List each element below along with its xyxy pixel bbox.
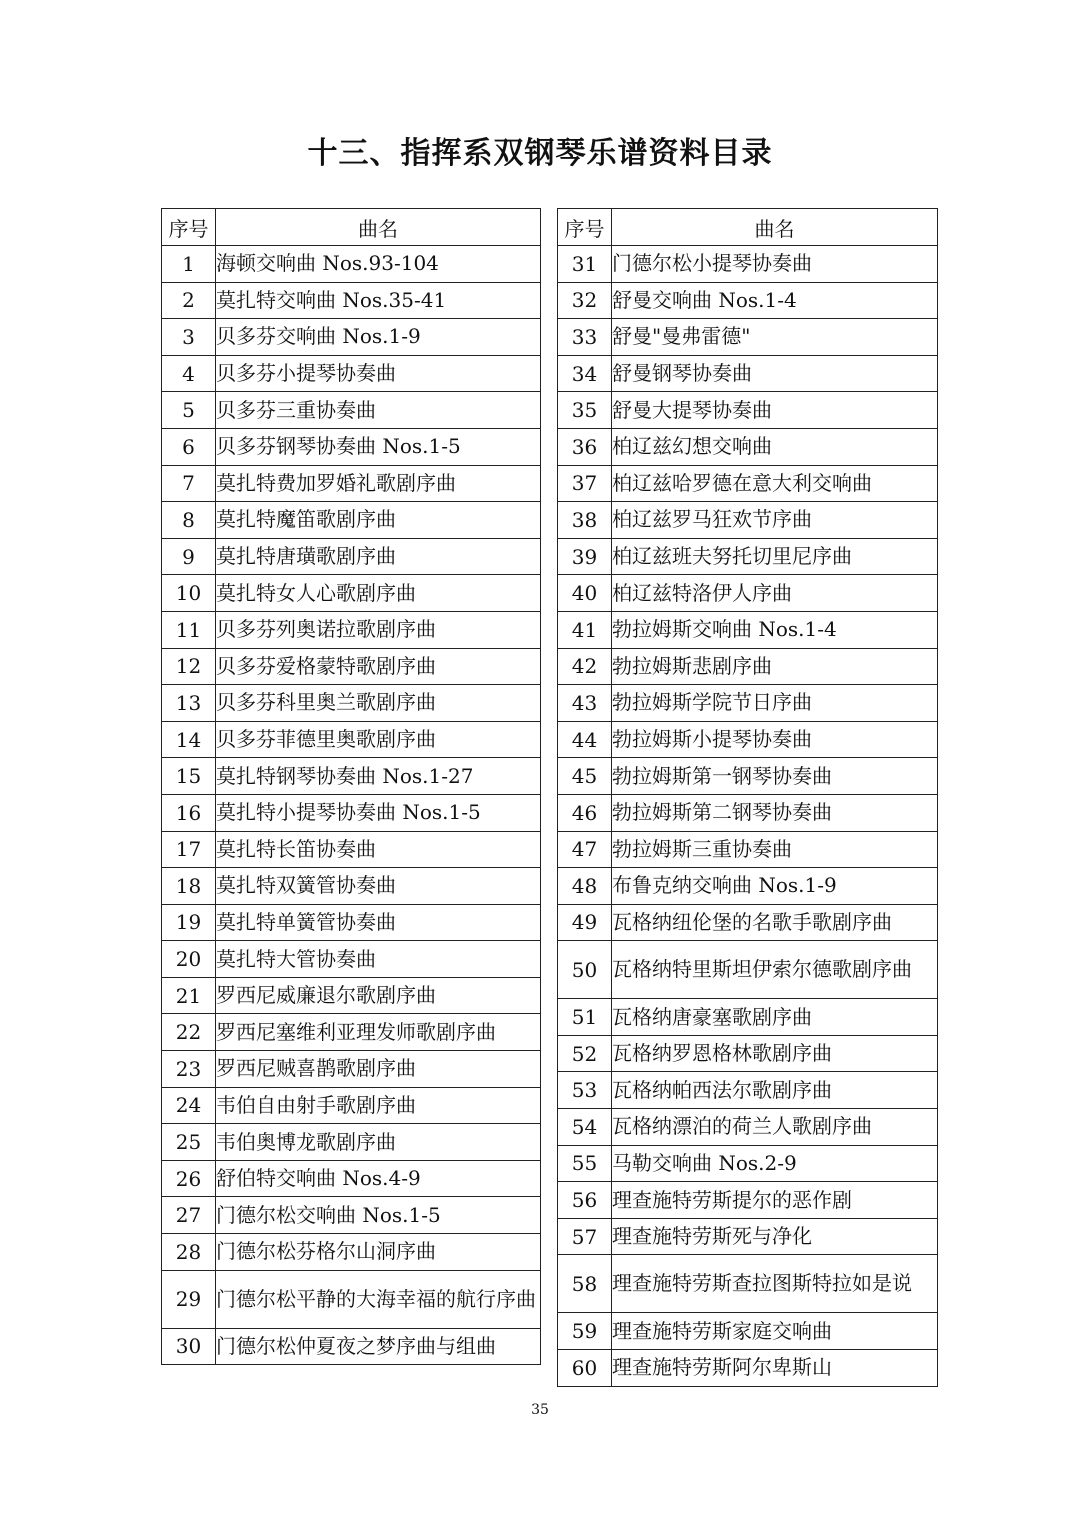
row-title: 马勒交响曲 Nos.2-9 xyxy=(612,1145,938,1182)
row-title: 瓦格纳罗恩格林歌剧序曲 xyxy=(612,1035,938,1072)
row-number: 47 xyxy=(558,831,612,868)
table-row xyxy=(162,1328,541,1365)
table-row xyxy=(162,868,541,905)
row-title: 莫扎特费加罗婚礼歌剧序曲 xyxy=(216,465,541,502)
table-row xyxy=(558,831,938,868)
header-title: 曲名 xyxy=(216,209,541,246)
table-row xyxy=(162,648,541,685)
row-title: 莫扎特小提琴协奏曲 Nos.1-5 xyxy=(216,794,541,831)
table-row xyxy=(162,721,541,758)
row-title: 舒曼交响曲 Nos.1-4 xyxy=(612,282,938,319)
row-title: 理查施特劳斯提尔的恶作剧 xyxy=(612,1182,938,1219)
row-title: 勃拉姆斯悲剧序曲 xyxy=(612,648,938,685)
row-number: 12 xyxy=(162,648,216,685)
row-number: 5 xyxy=(162,392,216,429)
row-title: 舒曼钢琴协奏曲 xyxy=(612,355,938,392)
row-number: 40 xyxy=(558,575,612,612)
table-row xyxy=(162,428,541,465)
row-number: 45 xyxy=(558,758,612,795)
table-row xyxy=(558,465,938,502)
table-row xyxy=(162,1087,541,1124)
row-number: 54 xyxy=(558,1109,612,1146)
table-row xyxy=(162,465,541,502)
table-row xyxy=(558,502,938,539)
row-number: 7 xyxy=(162,465,216,502)
row-number: 29 xyxy=(162,1270,216,1328)
row-title: 理查施特劳斯死与净化 xyxy=(612,1218,938,1255)
table-row xyxy=(162,904,541,941)
table-row xyxy=(162,1197,541,1234)
header-title: 曲名 xyxy=(612,209,938,246)
row-number: 50 xyxy=(558,941,612,999)
row-title: 莫扎特单簧管协奏曲 xyxy=(216,904,541,941)
table-row xyxy=(162,502,541,539)
row-number: 6 xyxy=(162,428,216,465)
table-row xyxy=(558,319,938,356)
row-number: 37 xyxy=(558,465,612,502)
table-row xyxy=(558,685,938,722)
table-body-left xyxy=(162,246,541,1365)
row-title: 门德尔松芬格尔山洞序曲 xyxy=(216,1234,541,1271)
row-title: 舒曼大提琴协奏曲 xyxy=(612,392,938,429)
row-number: 26 xyxy=(162,1160,216,1197)
row-number: 16 xyxy=(162,794,216,831)
table-row xyxy=(558,355,938,392)
table-row xyxy=(162,1124,541,1161)
table-row xyxy=(162,1051,541,1088)
row-number: 17 xyxy=(162,831,216,868)
table-row xyxy=(162,392,541,429)
row-title: 韦伯奥博龙歌剧序曲 xyxy=(216,1124,541,1161)
row-number: 52 xyxy=(558,1035,612,1072)
row-number: 22 xyxy=(162,1014,216,1051)
table-row xyxy=(558,1218,938,1255)
row-number: 38 xyxy=(558,502,612,539)
table-row xyxy=(558,428,938,465)
table-header-row xyxy=(558,209,938,246)
row-title: 门德尔松小提琴协奏曲 xyxy=(612,246,938,283)
table-row xyxy=(162,794,541,831)
row-number: 8 xyxy=(162,502,216,539)
row-title: 勃拉姆斯小提琴协奏曲 xyxy=(612,721,938,758)
row-title: 勃拉姆斯学院节日序曲 xyxy=(612,685,938,722)
table-row xyxy=(162,355,541,392)
row-title: 莫扎特钢琴协奏曲 Nos.1-27 xyxy=(216,758,541,795)
row-title: 布鲁克纳交响曲 Nos.1-9 xyxy=(612,868,938,905)
table-row xyxy=(162,246,541,283)
row-title: 韦伯自由射手歌剧序曲 xyxy=(216,1087,541,1124)
row-number: 60 xyxy=(558,1350,612,1387)
row-title: 瓦格纳特里斯坦伊索尔德歌剧序曲 xyxy=(612,941,938,999)
row-number: 57 xyxy=(558,1218,612,1255)
table-row xyxy=(558,392,938,429)
row-title: 贝多芬爱格蒙特歌剧序曲 xyxy=(216,648,541,685)
row-number: 15 xyxy=(162,758,216,795)
table-row xyxy=(558,575,938,612)
row-number: 35 xyxy=(558,392,612,429)
row-number: 23 xyxy=(162,1051,216,1088)
row-number: 4 xyxy=(162,355,216,392)
row-title: 舒曼"曼弗雷德" xyxy=(612,319,938,356)
table-row xyxy=(558,611,938,648)
row-number: 3 xyxy=(162,319,216,356)
table-row xyxy=(162,1014,541,1051)
table-row xyxy=(558,538,938,575)
row-title: 贝多芬小提琴协奏曲 xyxy=(216,355,541,392)
table-row xyxy=(558,1313,938,1350)
page-number: 35 xyxy=(531,1402,549,1418)
table-row xyxy=(162,685,541,722)
table-row xyxy=(558,1072,938,1109)
row-title: 莫扎特双簧管协奏曲 xyxy=(216,868,541,905)
row-number: 44 xyxy=(558,721,612,758)
row-title: 贝多芬菲德里奥歌剧序曲 xyxy=(216,721,541,758)
row-number: 13 xyxy=(162,685,216,722)
row-title: 柏辽兹班夫努托切里尼序曲 xyxy=(612,538,938,575)
row-number: 36 xyxy=(558,428,612,465)
table-row xyxy=(558,999,938,1036)
row-number: 21 xyxy=(162,977,216,1014)
table-row xyxy=(558,1035,938,1072)
table-body-right xyxy=(558,246,938,1387)
row-number: 39 xyxy=(558,538,612,575)
table-row xyxy=(162,1270,541,1328)
row-title: 莫扎特唐璜歌剧序曲 xyxy=(216,538,541,575)
header-number: 序号 xyxy=(162,209,216,246)
row-title: 门德尔松仲夏夜之梦序曲与组曲 xyxy=(216,1328,541,1365)
row-number: 48 xyxy=(558,868,612,905)
catalog-table-right xyxy=(557,208,938,1387)
row-number: 10 xyxy=(162,575,216,612)
row-title: 理查施特劳斯家庭交响曲 xyxy=(612,1313,938,1350)
row-number: 49 xyxy=(558,904,612,941)
table-row xyxy=(558,1182,938,1219)
table-row xyxy=(162,977,541,1014)
row-title: 罗西尼塞维利亚理发师歌剧序曲 xyxy=(216,1014,541,1051)
row-number: 19 xyxy=(162,904,216,941)
table-row xyxy=(558,246,938,283)
table-header-row xyxy=(162,209,541,246)
row-number: 58 xyxy=(558,1255,612,1313)
header-number: 序号 xyxy=(558,209,612,246)
row-title: 瓦格纳帕西法尔歌剧序曲 xyxy=(612,1072,938,1109)
row-title: 理查施特劳斯阿尔卑斯山 xyxy=(612,1350,938,1387)
row-title: 贝多芬列奥诺拉歌剧序曲 xyxy=(216,611,541,648)
table-row xyxy=(558,794,938,831)
row-title: 罗西尼贼喜鹊歌剧序曲 xyxy=(216,1051,541,1088)
table-row xyxy=(162,1160,541,1197)
row-title: 贝多芬科里奥兰歌剧序曲 xyxy=(216,685,541,722)
row-title: 瓦格纳漂泊的荷兰人歌剧序曲 xyxy=(612,1109,938,1146)
row-title: 门德尔松平静的大海幸福的航行序曲 xyxy=(216,1270,541,1328)
table-row xyxy=(162,575,541,612)
row-number: 28 xyxy=(162,1234,216,1271)
row-number: 31 xyxy=(558,246,612,283)
row-title: 瓦格纳纽伦堡的名歌手歌剧序曲 xyxy=(612,904,938,941)
row-number: 34 xyxy=(558,355,612,392)
row-title: 莫扎特大管协奏曲 xyxy=(216,941,541,978)
row-title: 莫扎特交响曲 Nos.35-41 xyxy=(216,282,541,319)
table-row xyxy=(558,282,938,319)
row-number: 46 xyxy=(558,794,612,831)
row-title: 门德尔松交响曲 Nos.1-5 xyxy=(216,1197,541,1234)
table-row xyxy=(558,904,938,941)
table-row xyxy=(162,941,541,978)
row-title: 勃拉姆斯三重协奏曲 xyxy=(612,831,938,868)
row-title: 贝多芬三重协奏曲 xyxy=(216,392,541,429)
row-title: 勃拉姆斯交响曲 Nos.1-4 xyxy=(612,611,938,648)
row-title: 理查施特劳斯查拉图斯特拉如是说 xyxy=(612,1255,938,1313)
row-number: 56 xyxy=(558,1182,612,1219)
row-number: 42 xyxy=(558,648,612,685)
page-title: 十三、指挥系双钢琴乐谱资料目录 xyxy=(307,136,773,171)
row-number: 18 xyxy=(162,868,216,905)
row-title: 罗西尼威廉退尔歌剧序曲 xyxy=(216,977,541,1014)
table-row xyxy=(162,758,541,795)
table-row xyxy=(558,1350,938,1387)
row-number: 2 xyxy=(162,282,216,319)
table-row xyxy=(558,721,938,758)
row-title: 莫扎特女人心歌剧序曲 xyxy=(216,575,541,612)
row-title: 勃拉姆斯第一钢琴协奏曲 xyxy=(612,758,938,795)
row-title: 莫扎特长笛协奏曲 xyxy=(216,831,541,868)
row-number: 53 xyxy=(558,1072,612,1109)
table-row xyxy=(162,282,541,319)
row-number: 9 xyxy=(162,538,216,575)
row-number: 32 xyxy=(558,282,612,319)
table-row xyxy=(558,868,938,905)
row-number: 14 xyxy=(162,721,216,758)
row-number: 20 xyxy=(162,941,216,978)
row-title: 勃拉姆斯第二钢琴协奏曲 xyxy=(612,794,938,831)
row-title: 贝多芬钢琴协奏曲 Nos.1-5 xyxy=(216,428,541,465)
row-number: 27 xyxy=(162,1197,216,1234)
row-number: 1 xyxy=(162,246,216,283)
row-number: 55 xyxy=(558,1145,612,1182)
table-row xyxy=(162,831,541,868)
row-number: 30 xyxy=(162,1328,216,1365)
table-row xyxy=(162,1234,541,1271)
catalog-table-left xyxy=(161,208,541,1365)
row-number: 59 xyxy=(558,1313,612,1350)
row-title: 舒伯特交响曲 Nos.4-9 xyxy=(216,1160,541,1197)
table-row xyxy=(558,1145,938,1182)
row-title: 瓦格纳唐豪塞歌剧序曲 xyxy=(612,999,938,1036)
table-row xyxy=(558,1109,938,1146)
row-number: 11 xyxy=(162,611,216,648)
table-row xyxy=(558,648,938,685)
row-title: 柏辽兹幻想交响曲 xyxy=(612,428,938,465)
row-number: 33 xyxy=(558,319,612,356)
row-title: 柏辽兹哈罗德在意大利交响曲 xyxy=(612,465,938,502)
row-title: 柏辽兹罗马狂欢节序曲 xyxy=(612,502,938,539)
row-title: 海顿交响曲 Nos.93-104 xyxy=(216,246,541,283)
table-row xyxy=(162,538,541,575)
row-number: 41 xyxy=(558,611,612,648)
table-row xyxy=(558,758,938,795)
row-number: 24 xyxy=(162,1087,216,1124)
table-row xyxy=(558,1255,938,1313)
table-row xyxy=(162,319,541,356)
row-number: 25 xyxy=(162,1124,216,1161)
row-title: 莫扎特魔笛歌剧序曲 xyxy=(216,502,541,539)
table-row xyxy=(558,941,938,999)
table-row xyxy=(162,611,541,648)
row-title: 贝多芬交响曲 Nos.1-9 xyxy=(216,319,541,356)
row-title: 柏辽兹特洛伊人序曲 xyxy=(612,575,938,612)
row-number: 43 xyxy=(558,685,612,722)
row-number: 51 xyxy=(558,999,612,1036)
